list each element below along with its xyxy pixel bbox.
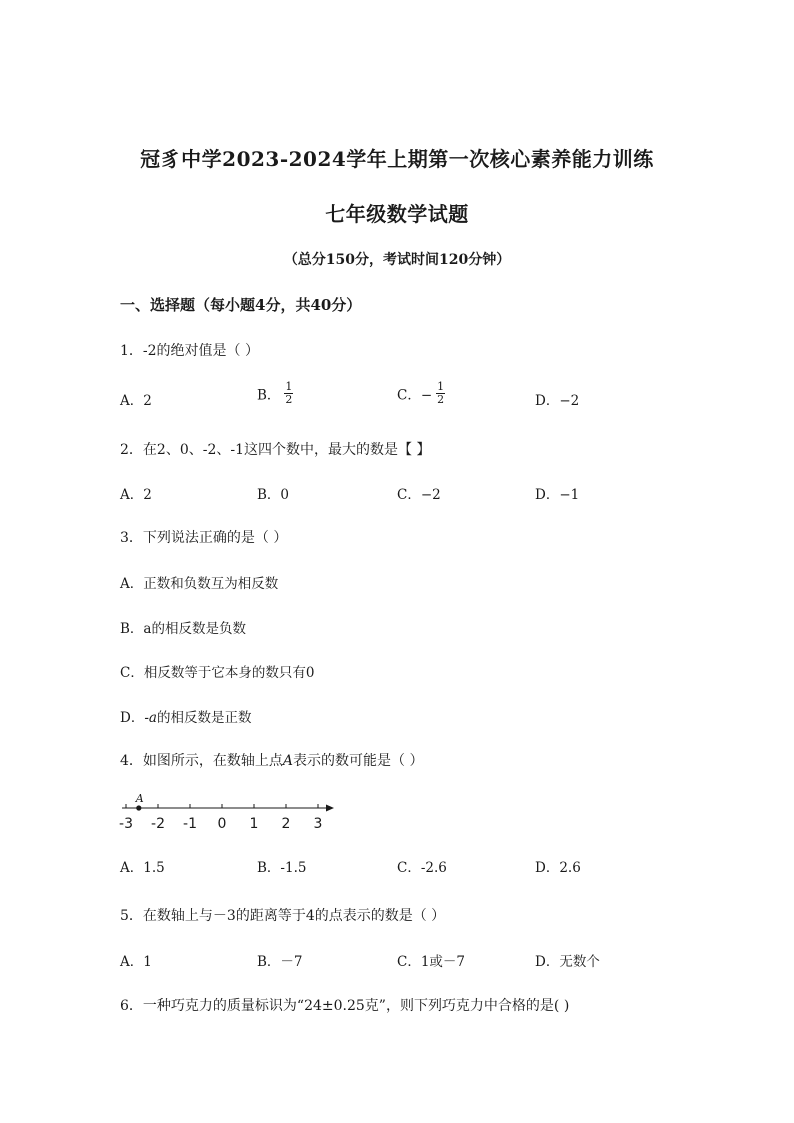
- q1-option-c: [397, 381, 445, 406]
- question-5-stem: 5．在数轴上与－3的距离等于4的点表示的数是（ ）: [120, 908, 446, 924]
- q4-stem-prefix: 4．如图所示，在数轴上点: [120, 753, 283, 769]
- number-line-tick-label: 1: [249, 816, 259, 832]
- q2-option-b: B．0: [257, 487, 290, 503]
- q1-option-a: A．2: [120, 393, 152, 409]
- q5-option-a: A．1: [120, 954, 152, 970]
- question-1-stem: 1．-2的绝对值是（ ）: [120, 343, 259, 359]
- number-line-labels: [119, 816, 322, 832]
- q1-option-c-fraction: [436, 381, 445, 406]
- fraction-numerator: 1: [437, 380, 445, 393]
- q2-option-a: A．2: [120, 487, 152, 503]
- q5-option-b: B．－7: [257, 954, 303, 970]
- q3-option-d: [120, 706, 251, 726]
- q4-option-c: C．-2.6: [397, 860, 447, 876]
- question-6-stem: 6．一种巧克力的质量标识为“24±0.25克”，则下列巧克力中合格的是( ): [120, 998, 570, 1014]
- q5-option-d: D．无数个: [535, 954, 600, 970]
- q1-option-b-prefix: B．: [257, 387, 281, 404]
- number-line-tick-label: 3: [313, 816, 323, 832]
- exam-title: 冠豸中学2023-2024学年上期第一次核心素养能力训练: [140, 147, 654, 171]
- q1-option-b-fraction: [284, 381, 293, 406]
- q3-option-b: B．a的相反数是负数: [120, 621, 246, 637]
- number-line-ticks: [126, 804, 318, 808]
- fraction-numerator: 1: [285, 380, 293, 393]
- q4-option-b: B．-1.5: [257, 860, 307, 876]
- number-line-figure: [112, 790, 352, 834]
- fraction-denominator: 2: [285, 393, 293, 406]
- q5-option-c: C．1或－7: [397, 954, 466, 970]
- q3-option-d-suffix: 的相反数是正数: [156, 710, 252, 726]
- q3-option-c: C．相反数等于它本身的数只有0: [120, 665, 315, 681]
- fraction-denominator: 2: [437, 393, 445, 406]
- q3-option-a: A．正数和负数互为相反数: [120, 576, 279, 592]
- q4-option-a: A．1.5: [120, 860, 165, 876]
- exam-subtitle: 七年级数学试题: [325, 202, 469, 226]
- q2-option-c: C．−2: [397, 487, 441, 503]
- q1-option-b: [257, 381, 293, 406]
- q1-option-d: D．−2: [535, 393, 580, 409]
- number-line-tick-label: -1: [183, 816, 197, 832]
- number-line-tick-label: -2: [151, 816, 165, 832]
- question-4-stem: [120, 750, 424, 770]
- q1-option-c-prefix: C．−: [397, 387, 433, 404]
- q4-option-d: D．2.6: [535, 860, 581, 876]
- question-3-stem: 3．下列说法正确的是（ ）: [120, 530, 288, 546]
- number-line-tick-label: -3: [119, 816, 133, 832]
- q4-stem-variable: A: [282, 753, 294, 769]
- point-a-dot: [136, 805, 141, 810]
- exam-info: （总分150分，考试时间120分钟）: [283, 252, 511, 268]
- section-heading: 一、选择题（每小题4分，共40分）: [120, 296, 362, 314]
- number-line-tick-label: 0: [217, 816, 227, 832]
- number-line-arrow: [326, 805, 334, 812]
- q3-option-d-variable: -a: [144, 710, 157, 726]
- q4-stem-suffix: 表示的数可能是（ ）: [293, 753, 424, 769]
- question-2-stem: 2．在2、0、-2、-1这四个数中，最大的数是【 】: [120, 442, 431, 458]
- point-a-label: A: [135, 792, 144, 805]
- q2-option-d: D．−1: [535, 487, 580, 503]
- number-line-tick-label: 2: [281, 816, 291, 832]
- q3-option-d-prefix: D．: [120, 710, 145, 726]
